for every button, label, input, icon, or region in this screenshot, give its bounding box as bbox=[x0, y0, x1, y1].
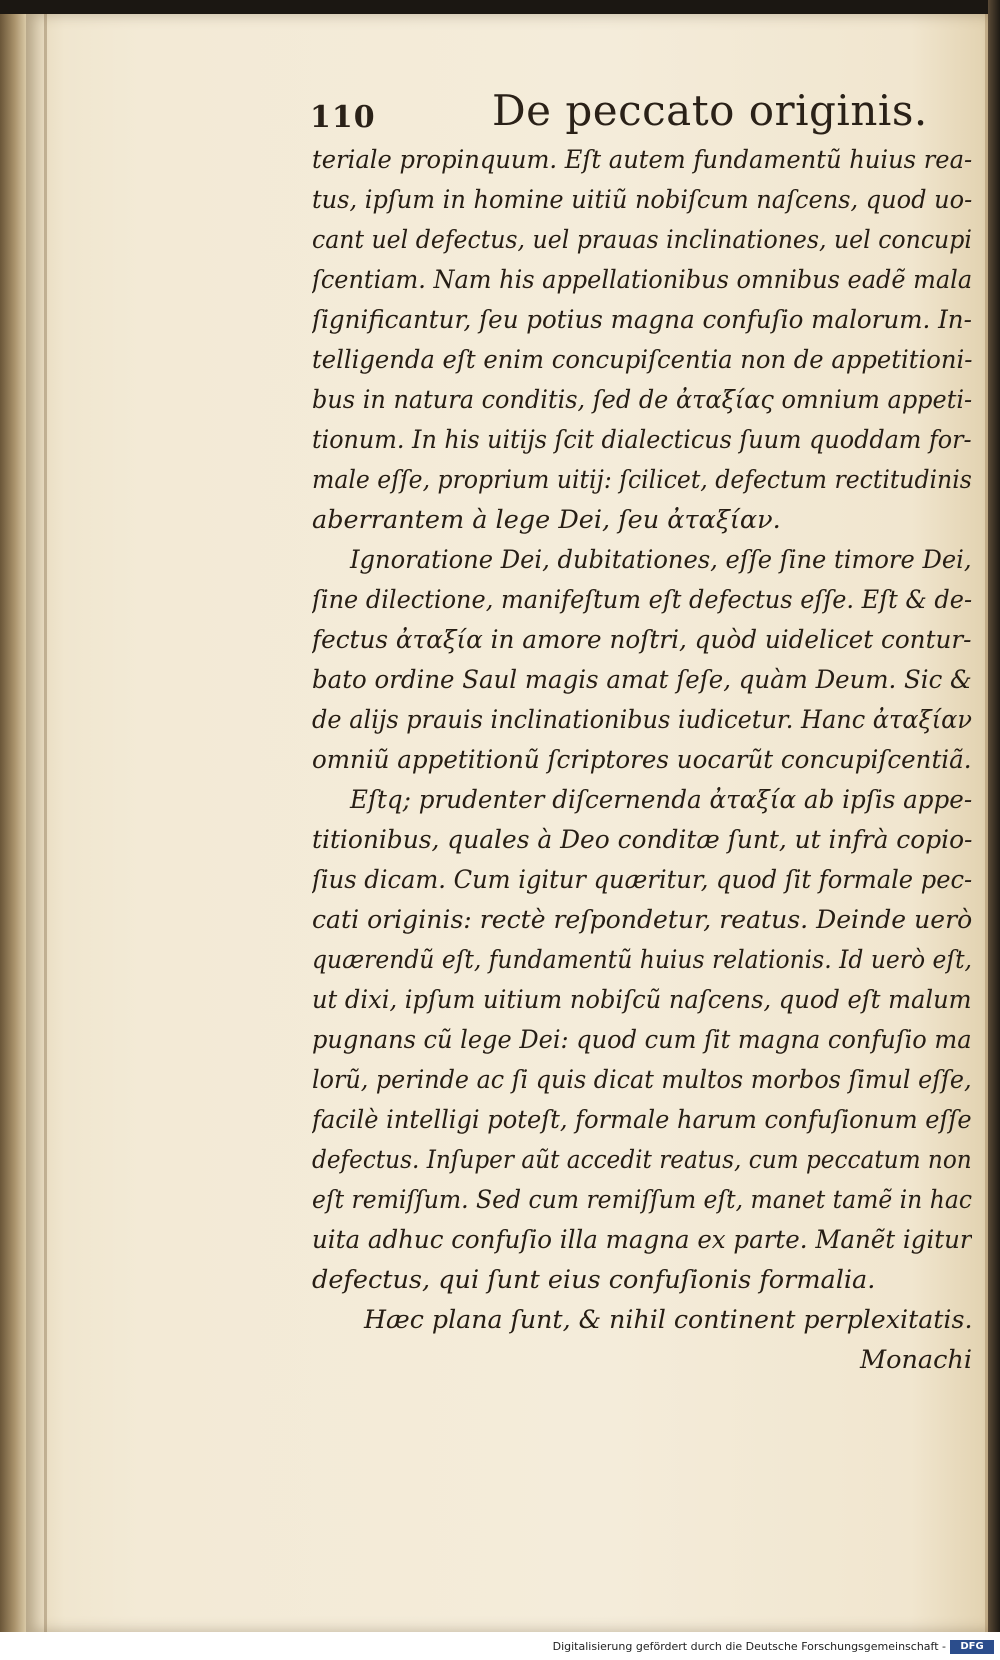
paragraph-start-line: Ignoratione Dei, dubitationes, eſſe ſine timore Dei, bbox=[350, 545, 972, 575]
paragraph-start-line: Hæc plana ſunt, & nihil continent perplexitatis. bbox=[364, 1305, 972, 1335]
text-line: defectus, qui ſunt eius confuſionis formalia. bbox=[312, 1265, 876, 1295]
text-line: tus, ipſum in homine uitiũ nobiſcum naſcens, quod uo- bbox=[312, 185, 972, 215]
scan-right-shadow bbox=[988, 0, 1000, 1632]
running-title: De peccato originis. bbox=[492, 86, 928, 135]
text-line: uita adhuc confuſio illa magna ex parte. Manẽt igitur bbox=[312, 1225, 972, 1255]
text-line: ſius dicam. Cum igitur quæritur, quod ſit formale pec- bbox=[312, 865, 972, 895]
text-line: ſcentiam. Nam his appellationibus omnibus eadẽ mala bbox=[312, 265, 972, 295]
page-header bbox=[310, 86, 970, 146]
paragraph-start-line: Eſtq; prudenter diſcernenda ἀταξία ab ipſis appe- bbox=[350, 785, 972, 815]
text-line: facilè intelligi poteſt, formale harum confuſionum eſſe bbox=[312, 1105, 972, 1135]
text-line: aberrantem à lege Dei, ſeu ἀταξίαν. bbox=[312, 505, 781, 535]
text-line: cati originis: rectè reſpondetur, reatus. Deinde uerò bbox=[312, 905, 972, 935]
text-line: defectus. Inſuper aũt accedit reatus, cum peccatum non bbox=[312, 1145, 972, 1175]
text-line: eſt remiſſum. Sed cum remiſſum eſt, manet tamẽ in hac bbox=[312, 1185, 972, 1215]
text-line: quærendũ eſt, fundamentũ huius relationis. Id uerò eſt, bbox=[312, 945, 972, 975]
catchword: Monachi bbox=[860, 1345, 972, 1375]
text-line: omniũ appetitionũ ſcriptores uocarũt concupiſcentiã. bbox=[312, 745, 972, 775]
text-line: pugnans cũ lege Dei: quod cum ſit magna confuſio ma bbox=[312, 1025, 972, 1055]
text-line: fectus ἀταξία in amore noſtri, quòd uidelicet contur- bbox=[312, 625, 972, 655]
text-line: male eſſe, proprium uitij: ſcilicet, defectum rectitudinis bbox=[312, 465, 972, 495]
digitization-credit: Digitalisierung gefördert durch die Deutsche Forschungsgemeinschaft - bbox=[552, 1640, 946, 1653]
text-line: ſignificantur, ſeu potius magna confuſio malorum. In- bbox=[312, 305, 972, 335]
text-line: de alijs prauis inclinationibus iudicetur. Hanc ἀταξίαν bbox=[312, 705, 972, 735]
text-line: telligenda eſt enim concupiſcentia non de appetitioni- bbox=[312, 345, 972, 375]
text-line: ſine dilectione, manifeſtum eſt defectus eſſe. Eſt & de- bbox=[312, 585, 972, 615]
text-line: bato ordine Saul magis amat ſeſe, quàm Deum. Sic & bbox=[312, 665, 972, 695]
scan-top-shadow bbox=[0, 0, 1000, 14]
text-line: teriale propinquum. Eſt autem fundamentũ huius rea- bbox=[312, 145, 972, 175]
book-spine-edge bbox=[0, 14, 26, 1632]
page-number: 110 bbox=[310, 100, 376, 135]
text-line: titionibus, quales à Deo conditæ ſunt, ut infrà copio- bbox=[312, 825, 972, 855]
text-line: lorũ, perinde ac ſi quis dicat multos morbos ſimul eſſe, bbox=[312, 1065, 972, 1095]
dfg-logo: DFG bbox=[950, 1640, 994, 1654]
text-line: tionum. In his uitijs ſcit dialecticus ſuum quoddam for- bbox=[312, 425, 972, 455]
text-line: ut dixi, ipſum uitium nobiſcũ naſcens, quod eſt malum bbox=[312, 985, 972, 1015]
text-line: cant uel defectus, uel prauas inclinationes, uel concupi bbox=[312, 225, 972, 255]
text-line: bus in natura conditis, ſed de ἀταξίας omnium appeti- bbox=[312, 385, 972, 415]
gutter-line bbox=[44, 14, 47, 1632]
